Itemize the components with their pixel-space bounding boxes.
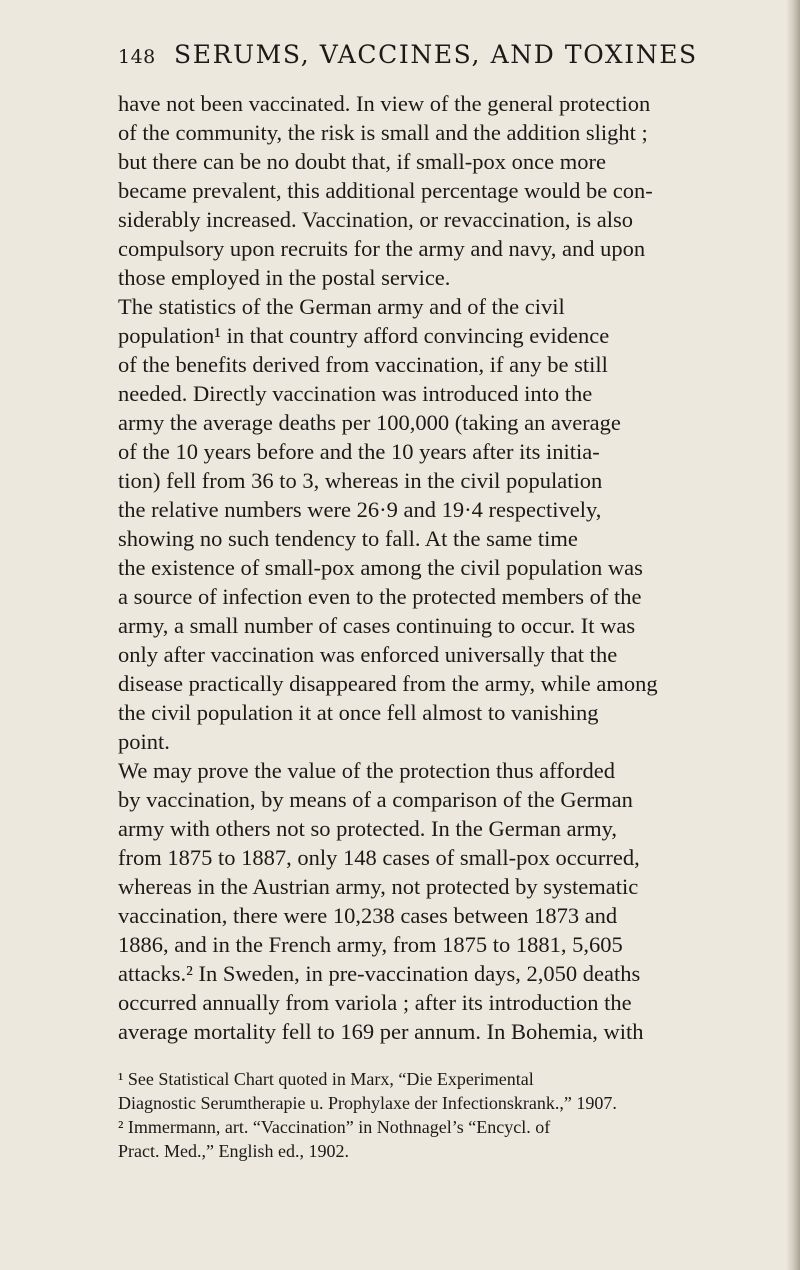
text-line: point. bbox=[118, 729, 170, 754]
text-line: army the average deaths per 100,000 (taking an average bbox=[118, 410, 621, 435]
page-header bbox=[118, 40, 758, 70]
text-line: needed. Directly vaccination was introduced into the bbox=[118, 381, 593, 406]
text-line: We may prove the value of the protection thus afforded bbox=[118, 758, 615, 783]
page-edge bbox=[786, 0, 800, 1270]
text-line: those employed in the postal service. bbox=[118, 265, 451, 290]
running-title: SERUMS, VACCINES, AND TOXINES bbox=[174, 40, 698, 69]
text-line: average mortality fell to 169 per annum. In Bohemia, with bbox=[118, 1019, 644, 1044]
text-line: the existence of small-pox among the civil population was bbox=[118, 555, 643, 580]
text-line: but there can be no doubt that, if small-pox once more bbox=[118, 149, 606, 174]
footnote-line: ² Immermann, art. “Vaccination” in Nothnagel’s “Encycl. of bbox=[118, 1117, 551, 1137]
text-line: army, a small number of cases continuing to occur. It was bbox=[118, 613, 636, 638]
footnote-line: Diagnostic Serumtherapie u. Prophylaxe der Infectionskrank.,” 1907. bbox=[118, 1093, 617, 1113]
text-line: siderably increased. Vaccination, or revaccination, is also bbox=[118, 207, 634, 232]
text-line: army with others not so protected. In the German army, bbox=[118, 816, 618, 841]
footnote-line: ¹ See Statistical Chart quoted in Marx, “Die Experimental bbox=[118, 1069, 534, 1089]
text-line: The statistics of the German army and of the civil bbox=[118, 294, 565, 319]
text-line: whereas in the Austrian army, not protected by systematic bbox=[118, 874, 639, 899]
text-line: by vaccination, by means of a comparison of the German bbox=[118, 787, 633, 812]
text-line: the civil population it at once fell almost to vanishing bbox=[118, 700, 599, 725]
text-line: attacks.² In Sweden, in pre-vaccination days, 2,050 deaths bbox=[118, 961, 641, 986]
text-line: showing no such tendency to fall. At the same time bbox=[118, 526, 578, 551]
text-line: vaccination, there were 10,238 cases between 1873 and bbox=[118, 903, 618, 928]
text-line: of the community, the risk is small and the addition slight ; bbox=[118, 120, 648, 145]
text-line: 1886, and in the French army, from 1875 to 1881, 5,605 bbox=[118, 932, 623, 957]
text-line: of the 10 years before and the 10 years after its initia- bbox=[118, 439, 600, 464]
text-line: the relative numbers were 26·9 and 19·4 respectively, bbox=[118, 497, 602, 522]
text-line: disease practically disappeared from the army, while among bbox=[118, 671, 658, 696]
text-line: population¹ in that country afford convincing evidence bbox=[118, 323, 610, 348]
text-line: have not been vaccinated. In view of the general protection bbox=[118, 91, 651, 116]
footnote-line: Pract. Med.,” English ed., 1902. bbox=[118, 1141, 349, 1161]
text-line: became prevalent, this additional percentage would be con- bbox=[118, 178, 653, 203]
page-number: 148 bbox=[118, 46, 156, 68]
text-line: only after vaccination was enforced universally that the bbox=[118, 642, 618, 667]
text-line: from 1875 to 1887, only 148 cases of small-pox occurred, bbox=[118, 845, 640, 870]
text-line: compulsory upon recruits for the army and navy, and upon bbox=[118, 236, 646, 261]
text-line: of the benefits derived from vaccination, if any be still bbox=[118, 352, 608, 377]
text-line: tion) fell from 36 to 3, whereas in the civil population bbox=[118, 468, 603, 493]
text-line: a source of infection even to the protected members of the bbox=[118, 584, 642, 609]
text-line: occurred annually from variola ; after its introduction the bbox=[118, 990, 632, 1015]
